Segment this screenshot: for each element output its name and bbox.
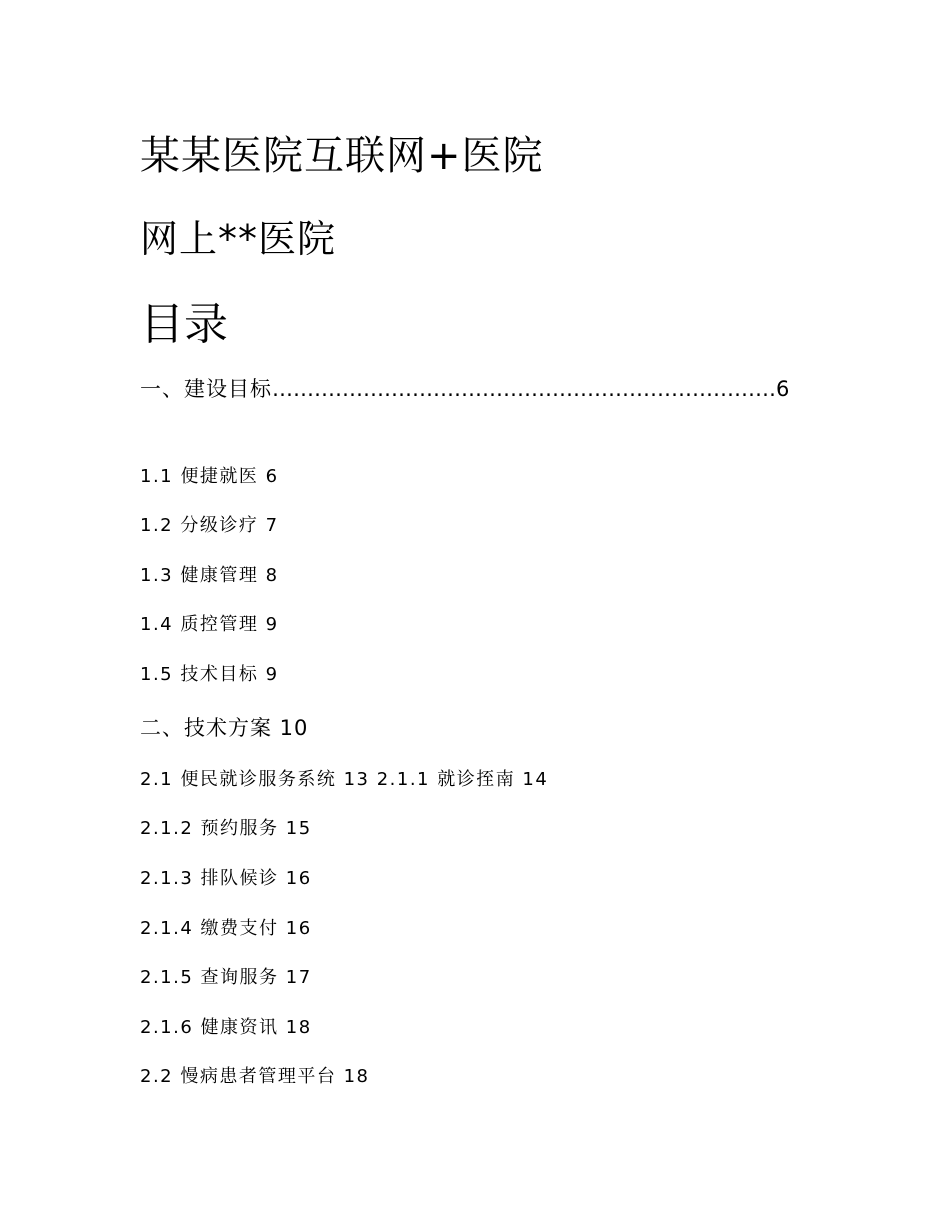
toc-item-2-1-6[interactable]: 2.1.6 健康资讯 18 [140, 1017, 312, 1038]
toc-item-1-1[interactable]: 1.1 便捷就医 6 [140, 466, 279, 487]
toc-section-1-label: 一、建设目标 [140, 377, 272, 401]
toc-section-1-leader: ……………………………………………………………… [272, 377, 776, 401]
toc-item-1-3[interactable]: 1.3 健康管理 8 [140, 565, 279, 586]
toc-section-1[interactable] [140, 371, 810, 407]
toc-heading: 目录 [140, 299, 228, 350]
toc-item-2-1-4[interactable]: 2.1.4 缴费支付 16 [140, 918, 312, 939]
toc-item-2-1-3[interactable]: 2.1.3 排队候诊 16 [140, 868, 312, 889]
toc-item-1-5[interactable]: 1.5 技术目标 9 [140, 664, 279, 685]
toc-item-2-1[interactable]: 2.1 便民就诊服务系统 13 2.1.1 就诊挃南 14 [140, 769, 549, 790]
document-subtitle: 网上**医院 [140, 217, 337, 261]
toc-item-2-1-5[interactable]: 2.1.5 查询服务 17 [140, 967, 312, 988]
toc-section-1-page: 6 [776, 377, 791, 401]
toc-item-2-2[interactable]: 2.2 慢病患者管理平台 18 [140, 1066, 370, 1087]
toc-item-2-1-2[interactable]: 2.1.2 预约服务 15 [140, 818, 312, 839]
toc-item-1-4[interactable]: 1.4 质控管理 9 [140, 614, 279, 635]
toc-section-2[interactable]: 二、技术方案 10 [140, 716, 309, 740]
document-title: 某某医院互联网+医院 [140, 133, 544, 179]
toc-item-1-2[interactable]: 1.2 分级诊疗 7 [140, 515, 279, 536]
